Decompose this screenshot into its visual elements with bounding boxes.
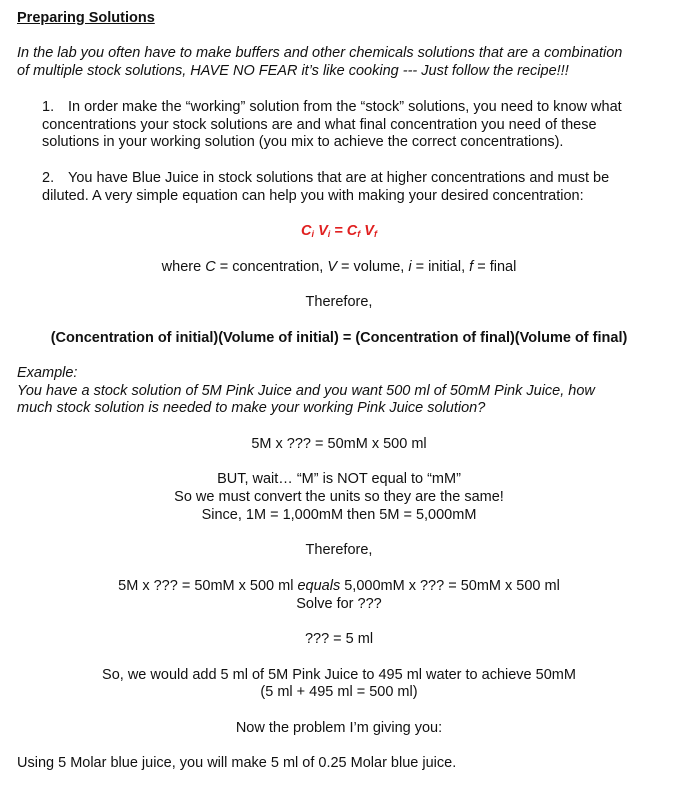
problem-statement: Using 5 Molar blue juice, you will make 5 ml of 0.25 Molar blue juice.	[17, 755, 457, 771]
example-line-2: much stock solution is needed to make your working Pink Juice solution?	[17, 400, 486, 416]
list-item-2-line-1: 2. You have Blue Juice in stock solutions that are at higher concentrations and must be	[42, 170, 610, 186]
calc-1: 5M x ??? = 50mM x 500 ml	[251, 436, 427, 452]
convert-units: So we must convert the units so they are the same!	[174, 489, 504, 505]
list-item-1-line-2: concentrations your stock solutions are and what final concentration you need of these	[42, 117, 597, 133]
bold-equation: (Concentration of initial)(Volume of initial) = (Concentration of final)(Volume of final)	[50, 330, 628, 346]
solve-for: Solve for ???	[296, 596, 382, 612]
example-label: Example:	[17, 365, 78, 381]
list-number-2: 2.	[42, 170, 55, 186]
but-wait: BUT, wait… “M” is NOT equal to “mM”	[217, 471, 461, 487]
calc-2: 5M x ??? = 50mM x 500 ml equals 5,000mM x ??? = 50mM x 500 ml	[118, 578, 560, 594]
list-item-1-line-3: solutions in your working solution (you mix to achieve the correct concentrations).	[42, 134, 564, 150]
page-title: Preparing Solutions	[17, 10, 155, 26]
answer: ??? = 5 ml	[304, 631, 374, 647]
list-item-2-line-2: diluted. A very simple equation can help you with making your desired concentration:	[42, 188, 584, 204]
list-number-1: 1.	[42, 99, 55, 115]
since-conversion: Since, 1M = 1,000mM then 5M = 5,000mM	[201, 507, 477, 523]
variable-definitions: where C = concentration, V = volume, i = initial, f = final	[161, 259, 517, 275]
summary-line-1: So, we would add 5 ml of 5M Pink Juice to 495 ml water to achieve 50mM	[102, 667, 576, 683]
intro-line-2: of multiple stock solutions, HAVE NO FEAR it’s like cooking --- Just follow the recipe!!!	[17, 63, 569, 79]
example-line-1: You have a stock solution of 5M Pink Juice and you want 500 ml of 50mM Pink Juice, how	[17, 383, 595, 399]
list-item-1-line-1: 1. In order make the “working” solution from the “stock” solutions, you need to know what	[42, 99, 622, 115]
dilution-equation: $C_i$ $V_i = C_f$ $V_f$	[301, 223, 377, 239]
problem-intro: Now the problem I’m giving you:	[235, 720, 443, 736]
therefore-1: Therefore,	[305, 294, 373, 310]
therefore-2: Therefore,	[305, 542, 373, 558]
summary-line-2: (5 ml + 495 ml = 500 ml)	[260, 684, 418, 700]
intro-line-1: In the lab you often have to make buffers and other chemicals solutions that are a combination	[17, 45, 623, 61]
